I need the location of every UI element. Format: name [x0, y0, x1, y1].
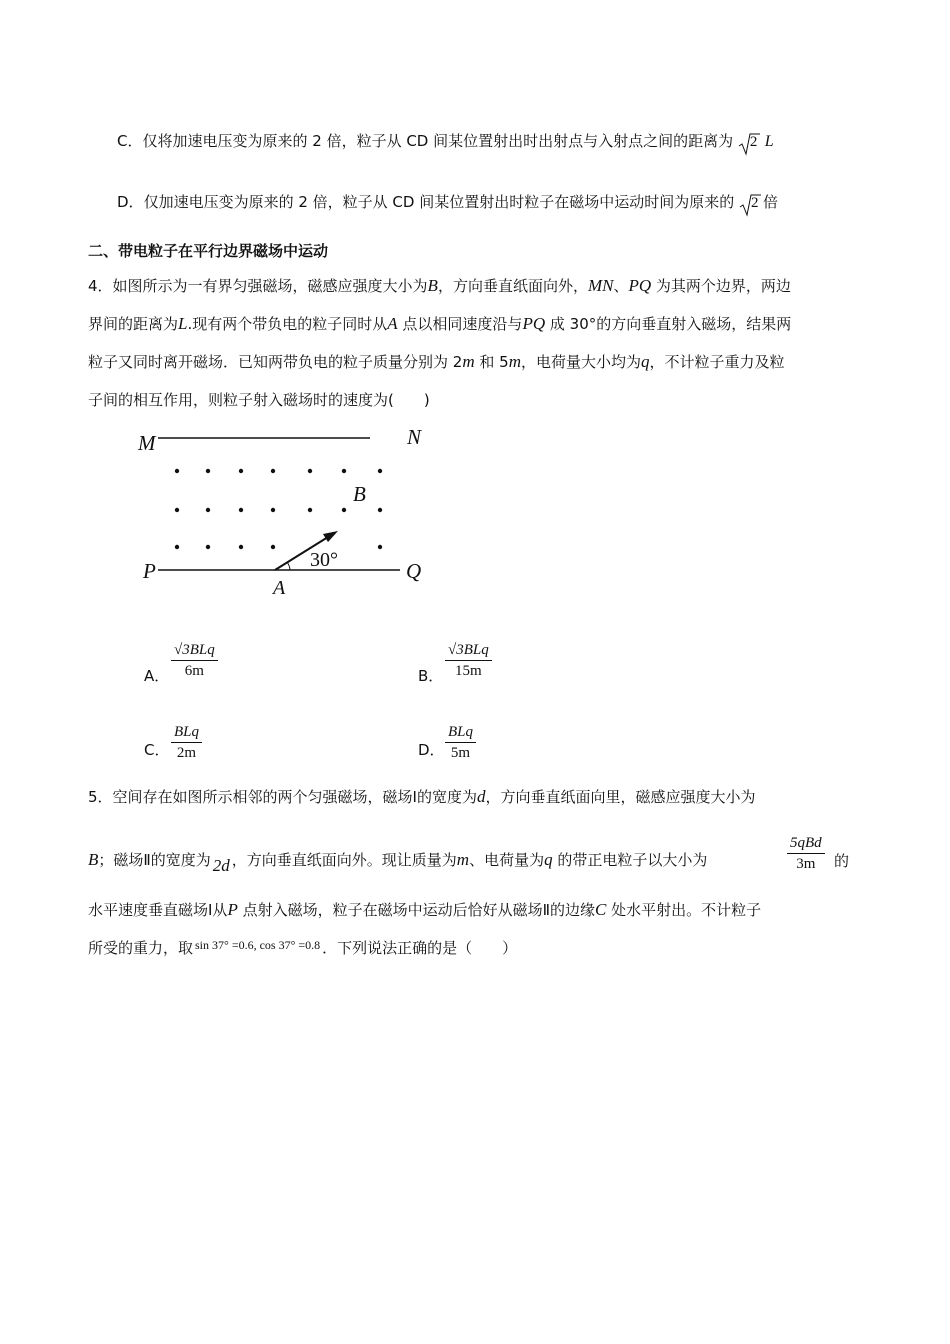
field-dots	[175, 469, 382, 549]
symbol-d: d	[476, 787, 486, 806]
symbol-2d: 2d	[212, 856, 230, 875]
q4-option-d-fraction	[445, 722, 476, 763]
numerator: BLq	[171, 722, 202, 743]
radicand: 2	[751, 195, 759, 211]
symbol-b: B	[427, 276, 438, 295]
q4-option-d-label: D．	[418, 741, 445, 759]
text: 界间的距离为	[88, 315, 179, 333]
text: ；磁场Ⅱ的宽度为	[98, 851, 211, 869]
numerator: BLq	[445, 722, 476, 743]
trig-values: sin 37° =0.6, cos 37° =0.8	[195, 938, 321, 952]
text: 和 5	[474, 353, 509, 371]
length-symbol: L	[764, 133, 774, 150]
option-label: D．	[117, 193, 144, 211]
q4-option-c-fraction	[171, 722, 202, 763]
denominator: 2m	[176, 745, 197, 761]
option-text: 仅将加速电压变为原来的 2 倍，粒子从 CD 间某位置射出时出射点与入射点之间的距离为	[142, 132, 734, 150]
text: 处水平射出。不计粒子	[606, 901, 762, 919]
q3-option-d	[117, 192, 778, 212]
q4-option-a-fraction	[171, 640, 218, 681]
option-label: C．	[117, 132, 143, 150]
numerator: √3BLq	[171, 640, 218, 661]
label-b: B	[353, 482, 366, 506]
text: ，不计粒子重力及粒	[649, 353, 785, 371]
symbol-l: L	[178, 314, 188, 333]
text: ，方向垂直纸面向里，磁感应强度大小为	[485, 788, 756, 806]
text: 为其两个边界，两边	[651, 277, 791, 295]
text: .现有两个带负电的粒子同时从	[187, 315, 388, 333]
q5-line-1	[88, 787, 756, 807]
text: 、	[613, 277, 629, 295]
symbol-a: A	[387, 314, 398, 333]
text: 点以相同速度沿与	[397, 315, 523, 333]
denominator: 15m	[455, 663, 482, 679]
symbol-pq: PQ	[628, 276, 652, 295]
symbol-pq: PQ	[522, 314, 546, 333]
text: 点射入磁场，粒子在磁场中运动后恰好从磁场Ⅱ的边缘	[237, 901, 595, 919]
numerator: 5qBd	[787, 833, 825, 854]
arrowhead-icon	[323, 531, 338, 542]
q4-line-2	[88, 314, 791, 334]
symbol-mn: MN	[587, 276, 614, 295]
text: 水平速度垂直磁场Ⅰ从	[88, 901, 228, 919]
symbol-q: q	[544, 850, 553, 869]
numerator: √3BLq	[445, 640, 492, 661]
text: 、电荷量为	[469, 851, 545, 869]
text: ，方向垂直纸面向外，	[437, 277, 588, 295]
denominator: 5m	[450, 745, 471, 761]
denominator: 6m	[184, 663, 204, 679]
option-text: 仅加速电压变为原来的 2 倍，粒子从 CD 间某位置射出时粒子在磁场中运动时间为原来的	[143, 193, 735, 211]
q4-option-c-label: C．	[144, 741, 170, 759]
q4-option-b-fraction	[445, 640, 492, 681]
symbol-q: q	[641, 352, 650, 371]
symbol-m: m	[462, 352, 475, 371]
q5-line-4	[88, 938, 517, 959]
section-heading: 二、带电粒子在平行边界磁场中运动	[88, 242, 329, 260]
q4-line-1	[88, 276, 791, 296]
angle-label: 30°	[310, 549, 338, 571]
q4-option-a-label: A．	[144, 667, 170, 685]
symbol-p: P	[227, 900, 238, 919]
q5-line-2	[88, 850, 708, 875]
q5-line-3	[88, 900, 761, 920]
symbol-m: m	[456, 850, 470, 869]
symbol-b: B	[88, 850, 99, 869]
angle-arc	[287, 562, 290, 570]
symbol-m: m	[508, 352, 521, 371]
text: 粒子又同时离开磁场．已知两带负电的粒子质量分别为 2	[88, 353, 463, 371]
radicand: 2	[749, 134, 758, 150]
label-q: Q	[406, 559, 422, 583]
q3-option-c	[117, 131, 774, 152]
text: ．下列说法正确的是（ ）	[322, 939, 518, 957]
symbol-c: C	[594, 900, 607, 919]
option-tail: 倍	[763, 193, 779, 211]
text: 5．空间存在如图所示相邻的两个匀强磁场，磁场Ⅰ的宽度为	[88, 788, 477, 806]
label-p: P	[143, 559, 156, 583]
text: 4．如图所示为一有界匀强磁场，磁感应强度大小为	[88, 277, 428, 295]
text: 所受的重力，取	[88, 939, 194, 957]
label-n: N	[407, 425, 422, 449]
q5-line-2-tail: 的	[834, 852, 850, 870]
label-m: M	[138, 431, 156, 455]
q4-option-b-label: B．	[418, 667, 444, 685]
text: 的带正电粒子以大小为	[552, 851, 708, 869]
text: ，电荷量大小均为	[520, 353, 641, 371]
text: 成 30°的方向垂直射入磁场，结果两	[545, 315, 792, 333]
q4-line-4: 子间的相互作用，则粒子射入磁场时的速度为( )	[88, 391, 430, 409]
q5-speed-fraction	[787, 833, 825, 874]
q4-line-3	[88, 352, 785, 372]
denominator: 3m	[796, 856, 816, 872]
label-a: A	[273, 577, 286, 599]
magnetic-field-figure	[130, 420, 450, 600]
text: ，方向垂直纸面向外。现让质量为	[231, 851, 457, 869]
